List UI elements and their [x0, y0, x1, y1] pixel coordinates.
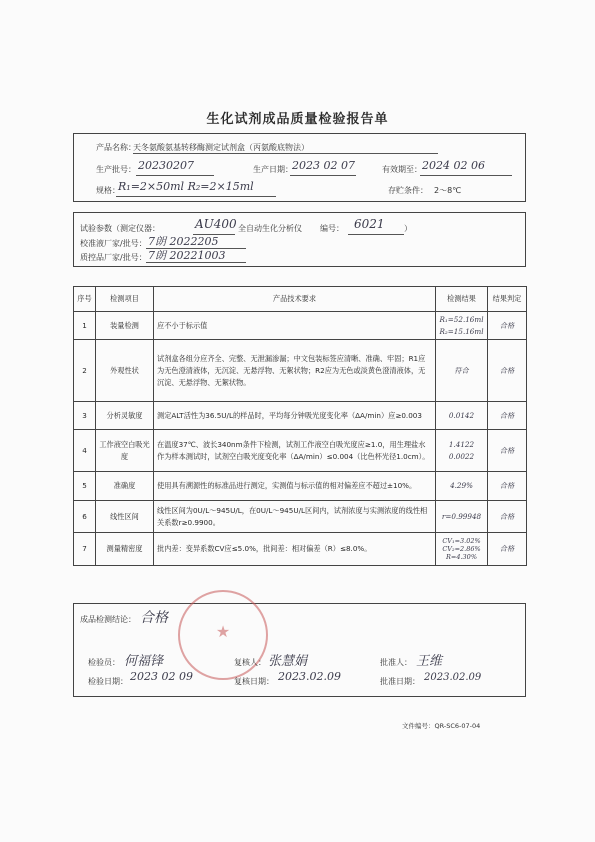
row-requirement: 线性区间为0U/L～945U/L，在0U/L～945U/L区间内，试剂浓度与实测浓度的线性相关系数r≥0.9900。: [154, 501, 436, 533]
storage-label: 存贮条件：: [388, 186, 428, 195]
params-label: 试验参数（测定仪器：: [80, 224, 160, 233]
row-judgement: 合格: [488, 402, 527, 430]
qc-underline: [146, 262, 246, 263]
serial-label: 编号：: [320, 224, 344, 233]
table-row: [74, 402, 527, 430]
product-name-label: 产品名称：: [96, 143, 136, 152]
table-row: [74, 430, 527, 472]
row-judgement: 合格: [488, 430, 527, 472]
serial-value: 6021: [354, 217, 385, 231]
reviewer-label: 复核人：: [234, 658, 266, 667]
inspect-date-value: 2023 02 09: [130, 670, 193, 683]
file-number: 文件编号：QR-SC6-07-04: [402, 722, 481, 730]
row-no: 5: [74, 472, 96, 501]
row-item: 线性区间: [96, 501, 154, 533]
batch-underline: [136, 175, 214, 176]
review-date-label: 复核日期：: [234, 677, 274, 686]
row-judgement: 合格: [488, 533, 527, 566]
close-paren: ）: [404, 224, 412, 233]
row-item: 工作液空白吸光度: [96, 430, 154, 472]
row-item: 装量检测: [96, 312, 154, 340]
table-row: [74, 533, 527, 566]
qc-value: 7朗 20221003: [148, 249, 226, 262]
table-row: [74, 340, 527, 402]
row-judgement: 合格: [488, 501, 527, 533]
header-item: 检测项目: [96, 287, 154, 312]
review-date-value: 2023.02.09: [278, 670, 341, 683]
approver-label: 批准人：: [380, 658, 412, 667]
prod-date-value: 2023 02 07: [292, 159, 355, 172]
inspector-signature: 何福锋: [124, 654, 164, 669]
conclusion-value: 合格: [140, 610, 168, 626]
row-item: 分析灵敏度: [96, 402, 154, 430]
row-judgement: 合格: [488, 340, 527, 402]
spec-value: R₁=2×50ml R₂=2×15ml: [118, 180, 254, 193]
row-no: 4: [74, 430, 96, 472]
inspect-date-label: 检验日期：: [88, 677, 128, 686]
product-name-value: 天冬氨酸氨基转移酶测定试剂盒（丙氨酸底物法）: [133, 143, 309, 152]
calibrator-value: 7朗 2022205: [148, 235, 219, 248]
serial-underline: [348, 234, 404, 235]
row-requirement: 使用具有溯源性的标准品进行测定，实测值与标示值的相对偏差应不超过±10%。: [154, 472, 436, 501]
batch-value: 20230207: [138, 159, 194, 172]
product-name-underline: [133, 153, 438, 154]
calibrator-label: 校准液厂家/批号：: [80, 239, 147, 248]
table-header-row: [74, 287, 527, 312]
row-requirement: 应不小于标示值: [154, 312, 436, 340]
expiry-value: 2024 02 06: [422, 159, 485, 172]
table-row: [74, 472, 527, 501]
inspection-table: [73, 286, 527, 566]
row-requirement: 在温度37℃、波长340nm条件下检测，试剂工作液空白吸光度应≥1.0，用生理盐水作为样本测试时，试剂空白吸光度变化率（ΔA/min）≤0.004（比色杯光径1.0cm）。: [154, 430, 436, 472]
prod-date-label: 生产日期：: [253, 165, 293, 174]
table-row: [74, 501, 527, 533]
expiry-underline: [420, 175, 512, 176]
spec-underline: [116, 196, 276, 197]
batch-label: 生产批号：: [96, 165, 136, 174]
header-judgement: 结果判定: [488, 287, 527, 312]
row-result: 4.29%: [436, 472, 488, 501]
inspector-label: 检验员：: [88, 658, 120, 667]
qc-label: 质控品厂家/批号：: [80, 253, 147, 262]
row-item: 外观性状: [96, 340, 154, 402]
analyzer-label: 全自动生化分析仪: [238, 224, 302, 233]
seal-star-icon: ★: [215, 622, 231, 641]
row-no: 3: [74, 402, 96, 430]
row-requirement: 测定ALT活性为36.5U/L的样品时，平均每分钟吸光度变化率（ΔA/min）应≥0.003: [154, 402, 436, 430]
approve-date-value: 2023.02.09: [424, 672, 482, 683]
header-no: 序号: [74, 287, 96, 312]
row-result: R₁=52.16ml R₂=15.16ml: [436, 312, 488, 340]
row-no: 1: [74, 312, 96, 340]
approver-signature: 王维: [416, 654, 443, 669]
row-requirement: 批内差：变异系数CV应≤5.0%，批间差：相对偏差（R）≤8.0%。: [154, 533, 436, 566]
row-no: 7: [74, 533, 96, 566]
approve-date-label: 批准日期：: [380, 677, 420, 686]
reviewer-signature: 张慧娟: [268, 654, 308, 669]
row-requirement: 试剂盒各组分应齐全、完整、无泄漏渗漏；中文包装标签应清晰、准确、牢固；R1应为无色澄清液体，无沉淀、无悬浮物、无絮状物；R2应为无色或淡黄色澄清液体，无沉淀、无悬浮物、无絮状物。: [154, 340, 436, 402]
row-result: CV₁=3.02% CV₂=2.86% R=4.30%: [436, 533, 488, 566]
row-no: 6: [74, 501, 96, 533]
row-result: 0.0142: [436, 402, 488, 430]
expiry-label: 有效期至：: [382, 165, 422, 174]
row-result: 1.4122 0.0022: [436, 430, 488, 472]
conclusion-label: 成品检测结论：: [80, 615, 136, 624]
row-judgement: 合格: [488, 472, 527, 501]
table-row: [74, 312, 527, 340]
header-result: 检测结果: [436, 287, 488, 312]
storage-value: 2～8℃: [434, 186, 462, 195]
row-result: 符合: [436, 340, 488, 402]
header-requirement: 产品技术要求: [154, 287, 436, 312]
instrument-value: AU400: [195, 217, 237, 231]
spec-label: 规格：: [96, 186, 120, 195]
row-judgement: 合格: [488, 312, 527, 340]
row-no: 2: [74, 340, 96, 402]
prod-date-underline: [290, 175, 356, 176]
row-item: 准确度: [96, 472, 154, 501]
row-item: 测量精密度: [96, 533, 154, 566]
row-result: r=0.99948: [436, 501, 488, 533]
page-title: 生化试剂成品质量检验报告单: [206, 112, 389, 127]
